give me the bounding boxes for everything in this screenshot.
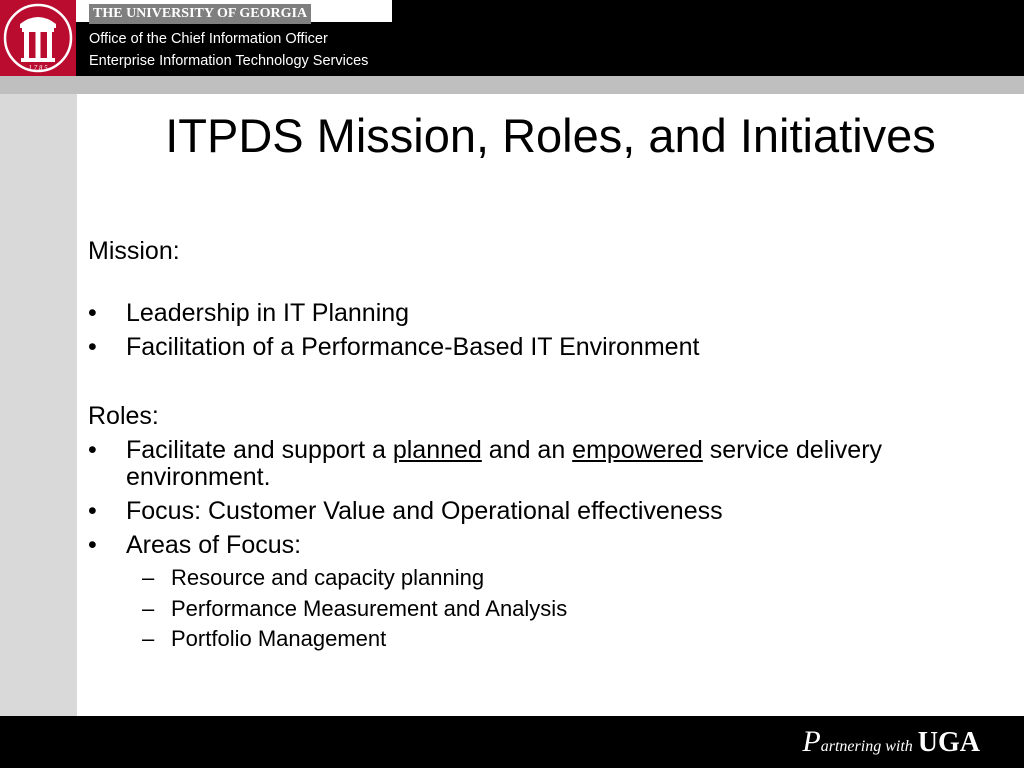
left-sidebar-band [0, 94, 77, 716]
slide-title: ITPDS Mission, Roles, and Initiatives [165, 109, 936, 162]
focus-area-text: Resource and capacity planning [171, 565, 485, 590]
partnering-with-uga-logo: Partnering with UGA [802, 725, 980, 758]
emphasis-empowered: empowered [572, 436, 703, 464]
focus-area-text: Performance Measurement and Analysis [171, 596, 568, 621]
unit-name: Enterprise Information Technology Services [89, 53, 369, 69]
university-name: THE UNIVERSITY OF GEORGIA [89, 4, 311, 24]
roles-label: Roles: [88, 402, 159, 430]
emphasis-planned: planned [392, 436, 482, 464]
role-item-text: Focus: Customer Value and Operational effectiveness [126, 497, 723, 525]
university-logo [0, 0, 76, 76]
mission-item-text: Leadership in IT Planning [126, 299, 410, 327]
svg-text:1 7 8 5: 1 7 8 5 [28, 64, 48, 72]
header-divider [0, 76, 1024, 94]
mission-label: Mission: [88, 237, 180, 265]
dash-marker: – [142, 565, 155, 590]
role-item-text: Facilitate and support a planned and an empowered service delivery [126, 436, 883, 464]
mission-item-text: Facilitation of a Performance-Based IT Environment [126, 333, 700, 361]
role-item-text: Areas of Focus: [126, 531, 302, 559]
focus-area-text: Portfolio Management [171, 626, 387, 651]
bullet-marker: • [88, 333, 97, 361]
office-name: Office of the Chief Information Officer [89, 31, 328, 47]
bullet-marker: • [88, 497, 97, 525]
bullet-marker: • [88, 531, 97, 559]
bullet-marker: • [88, 299, 97, 327]
arch-logo-icon [0, 0, 76, 76]
bullet-marker: • [88, 436, 97, 464]
dash-marker: – [142, 626, 155, 651]
dash-marker: – [142, 596, 155, 621]
role-item-text: environment. [126, 463, 271, 491]
